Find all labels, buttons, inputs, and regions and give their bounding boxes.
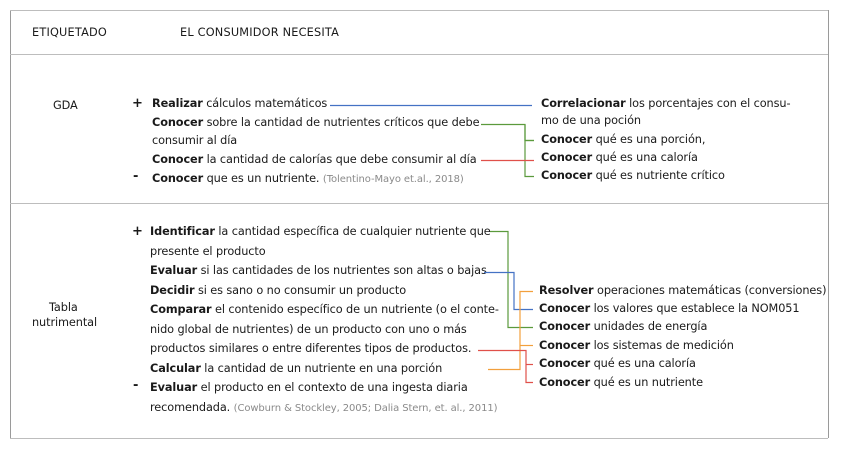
tabla-left-item-4-cont-1: nido global de nutrientes) de un producto con uno o más (150, 323, 467, 336)
gda-left-item-2-cont: consumir al día (152, 134, 238, 147)
tabla-minus-icon: - (133, 378, 139, 393)
tabla-connector-red (478, 351, 533, 383)
gda-citation: (Tolentino-Mayo et.al., 2018) (322, 174, 464, 185)
gda-right-item-2: Conocer qué es una porción, (541, 133, 706, 146)
label-nutrimental: nutrimental (32, 316, 98, 329)
tabla-left-item-1-cont: presente el producto (150, 245, 266, 258)
gda-left-item-2: Conocer sobre la cantidad de nutrientes críticos que debe (152, 116, 480, 129)
tabla-left-item-4: Comparar el contenido específico de un nutriente (o el conte- (150, 303, 499, 316)
gda-right-item-4: Conocer qué es nutriente crítico (541, 169, 725, 182)
tabla-left-item-4-cont-2: productos similares o entre diferentes tipos de productos. (150, 342, 472, 355)
gda-plus-icon: + (132, 96, 143, 111)
tabla-connector-green (490, 232, 533, 328)
tabla-plus-icon: + (132, 224, 143, 239)
tabla-right-item-3: Conocer unidades de energía (539, 320, 708, 333)
tabla-right-item-4: Conocer los sistemas de medición (539, 339, 734, 352)
gda-connector-green-2 (525, 125, 534, 177)
header-consumidor: EL CONSUMIDOR NECESITA (180, 26, 340, 39)
header-etiquetado: ETIQUETADO (32, 26, 108, 39)
gda-left-item-1: Realizar cálculos matemáticos (152, 97, 328, 110)
tabla-citation: (Cowburn & Stockley, 2005; Dalia Stern, et. al., 2011) (233, 403, 498, 414)
tabla-right-item-2: Conocer los valores que establece la NOM051 (539, 302, 800, 315)
tabla-left-item-5: Calcular la cantidad de un nutriente en una porción (150, 362, 443, 375)
label-gda: GDA (53, 99, 78, 112)
gda-left-item-4: Conocer que es un nutriente. (Tolentino-Mayo et.al., 2018) (152, 172, 464, 185)
tabla-left-item-6: Evaluar el producto en el contexto de una ingesta diaria (150, 381, 468, 394)
gda-right-item-1-cont: mo de una poción (541, 114, 641, 127)
tabla-left-item-6-cont: recomendada. (Cowburn & Stockley, 2005; Dalia Stern, et. al., 2011) (150, 401, 498, 414)
gda-left-item-3: Conocer la cantidad de calorías que debe consumir al día (152, 153, 477, 166)
tabla-right-item-1: Resolver operaciones matemáticas (conversiones) (539, 284, 827, 297)
gda-right-item-3: Conocer qué es una caloría (541, 151, 698, 164)
gda-connector-green (481, 125, 534, 141)
tabla-right-item-6: Conocer qué es un nutriente (539, 376, 703, 389)
tabla-left-item-1: Identificar la cantidad específica de cualquier nutriente que (150, 225, 491, 238)
tabla-right-item-5: Conocer qué es una caloría (539, 357, 696, 370)
tabla-left-item-3: Decidir si es sano o no consumir un producto (150, 284, 407, 297)
gda-minus-icon: - (133, 169, 139, 184)
gda-right-item-1: Correlacionar los porcentajes con el consu- (541, 97, 791, 110)
label-tabla: Tabla (49, 301, 78, 314)
tabla-left-item-2: Evaluar si las cantidades de los nutrientes son altas o bajas (150, 264, 487, 277)
